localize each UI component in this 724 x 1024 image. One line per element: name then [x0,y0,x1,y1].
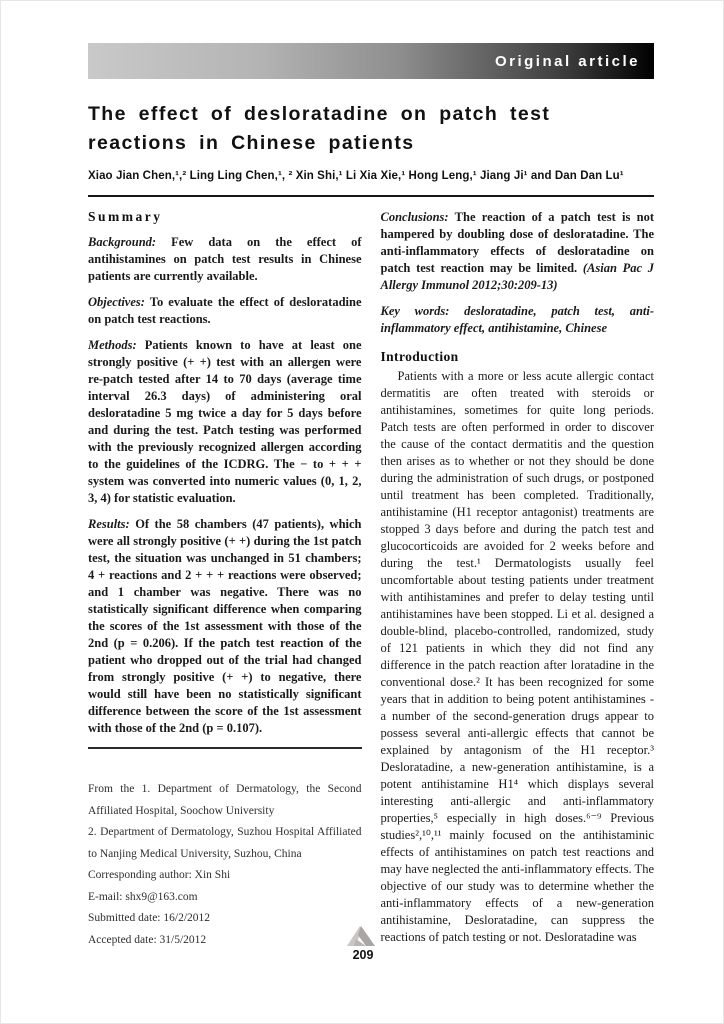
keywords-text: desloratadine, patch test, anti-inflammatory effect, antihistamine, Chinese [380,304,654,335]
objectives-text: To evaluate the effect of desloratadine on patch test reactions. [88,295,362,326]
article-type-banner [88,43,654,79]
summary-objectives-paragraph [88,294,362,328]
left-column [88,209,362,951]
page-title: The effect of desloratadine on patch test reactions in Chinese patients [88,103,551,154]
page-content [88,43,654,951]
summary-results-paragraph [88,516,362,737]
article-type-label: Original article [494,52,640,70]
background-text: Few data on the effect of antihistamines on patch test results in Chinese patients are currently available. [88,235,362,283]
introduction-paragraph: Patients with a more or less acute allergic contact dermatitis are often treated with steroids or antihistamines, sometimes for quite long periods. Patch tests are often performed in order to discover the cause of the contact dermatitis and the question then arises as to whether or not they should be done during the administration of such drugs, or postponed until treatment has been completed. Traditionally, antihistamine (H1 receptor antagonist) treatments are stopped 3 days before and during the patch test and glucocorticoids are avoided for 2 weeks before and during the test.¹ Dermatologists usually feel uncomfortable about testing patients under treatment with antihistamines and prefer to delay testing until antihistamines have been stopped. Li et al. designed a double-blind, placebo-controlled, randomized, study of 121 patients in which they did not find any difference in the patch reaction after loratadine in the conventional dose.² It has been recognized for some years that in addition to being potent antihistamines - a number of the second-generation drugs appear to possess several anti-allergic effects that cannot be explained by antagonism of the H1 receptor.³ Desloratadine, a new-generation antihistamine, is a potent antihistamine H1⁴ which displays several interesting anti-allergic and anti-inflammatory properties,⁵ especially in high doses.⁶⁻⁹ Previous studies²,¹⁰,¹¹ mainly focused on the antihistaminic effects of antihistamines on patch test reactions and may have neglected the anti-inflammatory effects. The objective of our study was to determine whether the anti-inflammatory effects of a new-generation antihistamine, Desloratadine, can suppress the reactions of patch testing or not. Desloratadine was [380,369,654,944]
summary-methods-paragraph [88,337,362,507]
authors-line: Xiao Jian Chen,¹,² Ling Ling Chen,¹, ² Xin Shi,¹ Li Xia Xie,¹ Hong Leng,¹ Jiang Ji¹ and Dan Dan Lu¹ [88,170,624,182]
journal-logo-icon [346,925,376,947]
keywords-paragraph [381,303,655,337]
header-divider [88,195,654,197]
footnote-block [88,747,362,951]
affiliation-1: From the 1. Department of Dermatology, the Second Affiliated Hospital, Soochow University [88,783,362,817]
page-number: 209 [352,948,374,962]
right-column [381,209,655,951]
email-line: E-mail: shx9@163.com [88,890,198,903]
introduction-heading: Introduction [380,349,459,364]
objectives-label: Objectives: [88,295,145,309]
footnotes [88,749,362,951]
methods-text: Patients known to have at least one strongly positive (+ +) test with an allergen were re-patch tested after 14 to 70 days (average time interval 26.3 days) of administering oral desloratadine 5 mg twice a day for 5 days before and during the test. Patch testing was performed with the previously recognized allergen according to the guidelines of the ICDRG. The − to + + + system was converted into numeric values (0, 1, 2, 3, 4) for statistic evaluation. [88,338,362,505]
keywords-label: Key words: [380,304,450,318]
summary-conclusions-paragraph [381,209,655,294]
two-column-body [88,209,654,951]
accepted-date: Accepted date: 31/5/2012 [88,933,207,946]
summary-background-paragraph [88,234,362,285]
conclusions-label: Conclusions: [380,210,449,224]
results-label: Results: [88,517,130,531]
submitted-date: Submitted date: 16/2/2012 [88,912,211,924]
journal-citation: (Asian Pac J Allergy Immunol 2012;30:209-13) [380,261,654,292]
results-text: Of the 58 chambers (47 patients), which were all strongly positive (+ +) during the 1st patch test, the situation was unchanged in 51 chambers; 4 + reactions and 2 + + + reactions were observed; and 1 chamber was negative. There was no statistically significant difference when comparing the scores of the 1st assessment with those of the 2nd (p = 0.206). If the patch test reaction of the patient who dropped out of the trial had changed from strongly positive (+ +) to negative, there would still have been no statistically significant difference between the score of the 1st assessment with those of the 2nd (p = 0.107). [88,517,362,735]
summary-heading: Summary [88,209,163,224]
methods-label: Methods: [88,338,137,352]
page-footer [1,925,724,962]
affiliation-2: 2. Department of Dermatology, Suzhou Hospital Affiliated to Nanjing Medical University, Suzhou, China [88,826,362,860]
corresponding-author: Corresponding author: Xin Shi [88,869,231,881]
conclusions-text: The reaction of a patch test is not hampered by doubling dose of desloratadine. The anti-inflammatory effects of desloratadine on patch test reaction may be limited. [380,210,654,275]
background-label: Background: [88,235,157,249]
